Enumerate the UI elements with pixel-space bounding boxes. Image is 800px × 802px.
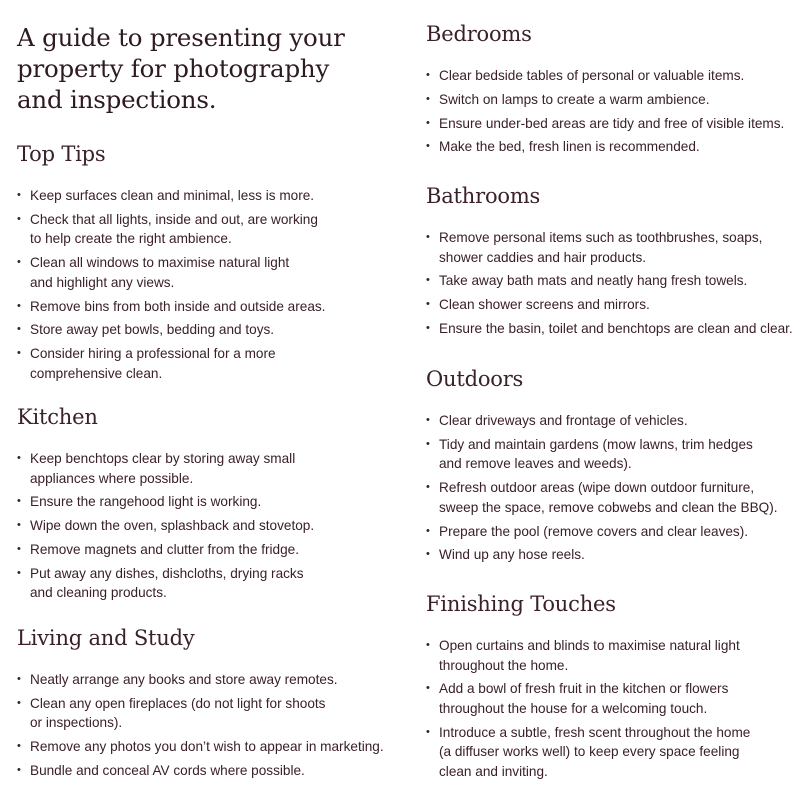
list-item: • Prepare the pool (remove covers and clear leaves). bbox=[426, 522, 796, 542]
list-item: • Add a bowl of fresh fruit in the kitchen or flowers throughout the house for a welcoming touch. bbox=[426, 679, 796, 718]
list-item: • Clear driveways and frontage of vehicles. bbox=[426, 411, 796, 431]
list-item: • Wipe down the oven, splashback and stovetop. bbox=[17, 516, 402, 536]
list-item: • Ensure the rangehood light is working. bbox=[17, 492, 402, 512]
list-item: • Ensure the basin, toilet and benchtops are clean and clear. bbox=[426, 319, 796, 339]
section-top-tips bbox=[17, 141, 402, 387]
section-kitchen bbox=[17, 404, 402, 607]
list-item: • Take away bath mats and neatly hang fresh towels. bbox=[426, 271, 796, 291]
list-item: • Remove magnets and clutter from the fridge. bbox=[17, 540, 402, 560]
list-item: • Keep benchtops clear by storing away small appliances where possible. bbox=[17, 449, 402, 488]
list-item: • Remove bins from both inside and outside areas. bbox=[17, 297, 402, 317]
left-column bbox=[17, 0, 402, 778]
list-item: • Switch on lamps to create a warm ambience. bbox=[426, 90, 796, 110]
section-finishing-touches bbox=[426, 591, 796, 786]
section-heading: Bathrooms bbox=[426, 184, 541, 208]
list-item: • Store away pet bowls, bedding and toys. bbox=[17, 320, 402, 340]
list-item: • Bundle and conceal AV cords where possible. bbox=[17, 761, 402, 781]
list-item: • Clean all windows to maximise natural light and highlight any views. bbox=[17, 253, 402, 292]
section-heading: Living and Study bbox=[17, 626, 195, 650]
list-item: • Neatly arrange any books and store away remotes. bbox=[17, 670, 402, 690]
section-heading: Finishing Touches bbox=[426, 592, 616, 616]
living-list bbox=[17, 670, 402, 781]
finishing-list bbox=[426, 636, 796, 782]
list-item: • Consider hiring a professional for a more comprehensive clean. bbox=[17, 344, 402, 383]
list-item: • Refresh outdoor areas (wipe down outdoor furniture, sweep the space, remove cobwebs and clean the BBQ). bbox=[426, 478, 796, 517]
bedrooms-list bbox=[426, 66, 796, 157]
list-item: • Keep surfaces clean and minimal, less is more. bbox=[17, 186, 402, 206]
list-item: • Open curtains and blinds to maximise natural light throughout the home. bbox=[426, 636, 796, 675]
list-item: • Put away any dishes, dishcloths, drying racks and cleaning products. bbox=[17, 564, 402, 603]
list-item: • Check that all lights, inside and out, are working to help create the right ambience. bbox=[17, 210, 402, 249]
list-item: • Clean any open fireplaces (do not light for shoots or inspections). bbox=[17, 694, 402, 733]
outdoors-list bbox=[426, 411, 796, 565]
bathrooms-list bbox=[426, 228, 796, 339]
section-heading: Outdoors bbox=[426, 367, 524, 391]
list-item: • Tidy and maintain gardens (mow lawns, trim hedges and remove leaves and weeds). bbox=[426, 435, 796, 474]
list-item: • Make the bed, fresh linen is recommended. bbox=[426, 137, 796, 157]
section-bedrooms bbox=[426, 21, 796, 161]
list-item: • Clear bedside tables of personal or valuable items. bbox=[426, 66, 796, 86]
section-living-study bbox=[17, 625, 402, 785]
section-heading: Top Tips bbox=[17, 142, 106, 166]
section-heading: Bedrooms bbox=[426, 22, 532, 46]
list-item: • Introduce a subtle, fresh scent throughout the home (a diffuser works well) to keep every space feeling clean and inviting. bbox=[426, 723, 796, 782]
kitchen-list bbox=[17, 449, 402, 603]
list-item: • Remove personal items such as toothbrushes, soaps, shower caddies and hair products. bbox=[426, 228, 796, 267]
section-outdoors bbox=[426, 366, 796, 569]
list-item: • Wind up any hose reels. bbox=[426, 545, 796, 565]
tips-list bbox=[17, 186, 402, 383]
list-item: • Clean shower screens and mirrors. bbox=[426, 295, 796, 315]
section-heading: Kitchen bbox=[17, 405, 98, 429]
section-bathrooms bbox=[426, 183, 796, 343]
page-title: A guide to presenting your property for photography and inspections. bbox=[17, 23, 345, 114]
list-item: • Ensure under-bed areas are tidy and free of visible items. bbox=[426, 114, 796, 134]
list-item: • Remove any photos you don’t wish to appear in marketing. bbox=[17, 737, 402, 757]
